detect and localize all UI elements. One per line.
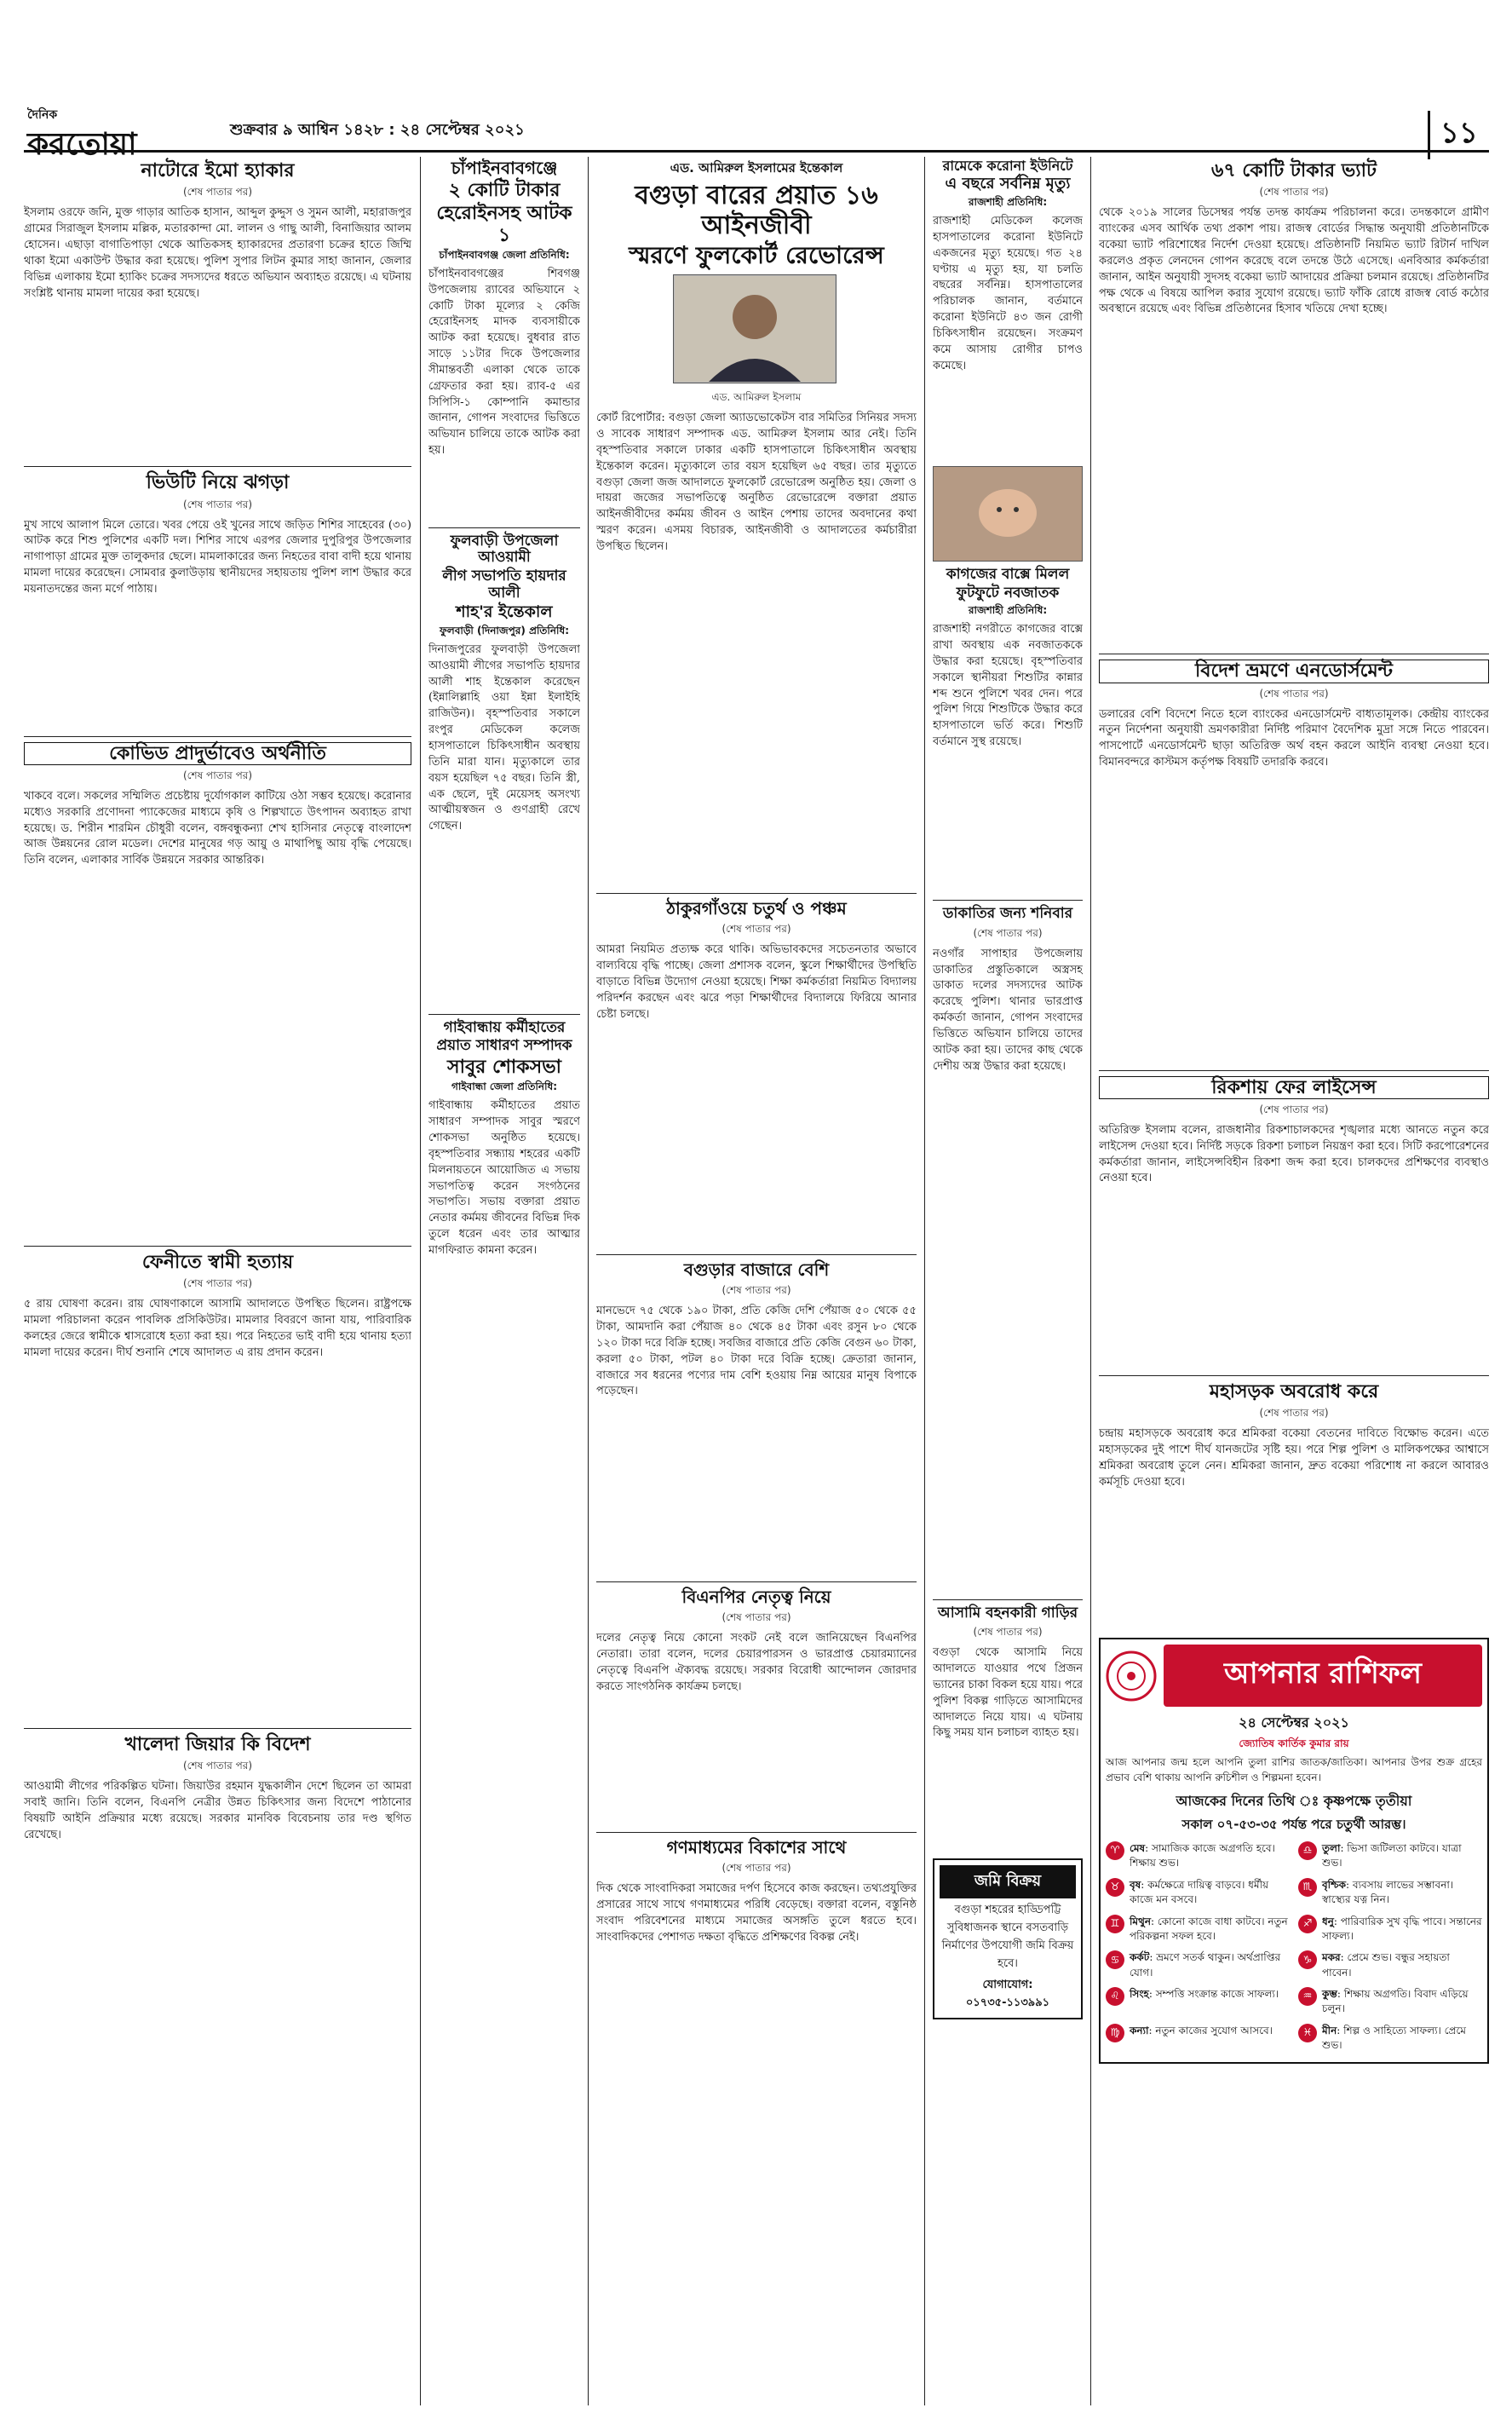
zodiac-icon: ♈ [1106, 1841, 1124, 1860]
lead-headline: বগুড়া বারের প্রয়াত ১৬ আইনজীবী [635, 181, 878, 240]
article-title: বিএনপির নেতৃত্ব নিয়ে [681, 1587, 831, 1608]
zodiac-icon: ♍ [1106, 2024, 1124, 2042]
zodiac-item: ♋ কর্কট: ভ্রমণে সতর্ক থাকুন। অর্থপ্রাপ্তির যোগ। [1106, 1950, 1290, 1980]
brand-top: দৈনিক [27, 108, 58, 122]
headline-line: চাঁপাইনবাবগঞ্জে [451, 158, 558, 178]
zodiac-item: ♈ মেষ: সামাজিক কাজে অগ্রগতি হবে। শিক্ষায় শুভ। [1106, 1841, 1290, 1871]
zodiac-icon: ♏ [1298, 1878, 1317, 1897]
article-body: মুখ সাথে আলাপ মিলে তোরে। খবর পেয়ে ওই খুনের সাথে জড়িত শিশির সাহেবের (৩০) আটক করে শিশু পুলিশের একটি দল। শিশির সাথে এরপর জেলার দুপুরিপুর উপজেলার নাগাপাড়া গ্রামের মুক্ত তালুকদার ছেলে। মামলাকারের জন্য নিহতের বাবা বাদী হয়ে থানায় মামলা দায়ের করেছেন। সোমবার কুলাউড়ায় স্থানীয়দের সহায়তায় পুলিশ লাশ উদ্ধার করে ময়নাতদন্তের জন্য মর্গে পাঠায়। [24, 518, 411, 596]
column-rule [1090, 157, 1091, 2405]
zodiac-icon: ♓ [1298, 2024, 1317, 2042]
article-body: আমরা নিয়মিত প্রত্যক্ষ করে থাকি। অভিভাবকদের সচেতনতার অভাবে বাল্যবিয়ে বৃদ্ধি পাচ্ছে। জেলা প্রশাসক বলেন, স্কুলে শিক্ষার্থীদের উপস্থিতি বাড়াতে বিভিন্ন উদ্যোগ নেওয়া হয়েছে। শিক্ষা কর্মকর্তারা নিয়মিত বিদ্যালয় পরিদর্শন করছেন এবং ঝরে পড়া শিক্ষার্থীদের বিদ্যালয়ে ফিরিয়ে আনার চেষ্টা চলছে। [596, 943, 917, 1021]
column-5 [933, 157, 1083, 2405]
zodiac-item: ♎ তুলা: ভিসা জটিলতা কাটবে। যাত্রা শুভ। [1298, 1841, 1482, 1871]
zodiac-icon: ♒ [1298, 1987, 1317, 2006]
divider [596, 893, 917, 894]
horoscope-box [1099, 1638, 1489, 2063]
divider [596, 1832, 917, 1833]
headline-line: এ বছরে সর্বনিম্ন মৃত্যু [945, 175, 1071, 193]
continued-note: (শেষ পাতার পর) [182, 498, 253, 510]
article-title: ভিউটি নিয়ে ঝগড়া [146, 472, 290, 494]
article-body: কোর্ট রিপোর্টার: বগুড়া জেলা অ্যাডভোকেটস বার সমিতির সিনিয়র সদস্য ও সাবেক সাধারণ সম্পাদক এড. আমিরুল ইসলাম আর নেই। তিনি বৃহস্পতিবার সকালে ঢাকার একটি হাসপাতালে চিকিৎসাধীন অবস্থায় ইন্তেকাল করেন। মৃত্যুকালে তার বয়স হয়েছিল ৬৫ বছর। তার মৃত্যুতে বগুড়া জেলা জজ আদালতে ফুলকোর্ট রেভোরেন্স অনুষ্ঠিত হয়। জেলা ও দায়রা জজের সভাপতিত্বে অনুষ্ঠিত রেভোরেন্সে বক্তারা প্রয়াত আইনজীবীদের কর্মময় জীবন ও আইন পেশায় তাদের অবদানের কথা স্মরণ করেন। এসময় বিচারক, আইনজীবী ও আদালতের কর্মচারীরা উপস্থিত ছিলেন। [596, 412, 917, 553]
zodiac-item: ♌ সিংহ: সম্পত্তি সংক্রান্ত কাজে সাফল্য। [1106, 1987, 1290, 2017]
article-title: নাটোরে ইমো হ্যাকার [141, 160, 295, 181]
zodiac-item: ♒ কুম্ভ: শিক্ষায় অগ্রগতি। বিবাদ এড়িয়ে চলুন। [1298, 1987, 1482, 2017]
zodiac-item: ♐ ধনু: পারিবারিক সুখ বৃদ্ধি পাবে। সন্তানের সাফল্য। [1298, 1915, 1482, 1944]
zodiac-icon: ♐ [1298, 1915, 1317, 1933]
headline-line: ফুটফুটে নবজাতক [956, 584, 1060, 602]
issue-date: শুক্রবার ৯ আশ্বিন ১৪২৮ : ২৪ সেপ্টেম্বর ২০২১ [230, 121, 525, 139]
article-title: বগুড়ার বাজারে বেশি [683, 1259, 830, 1281]
tithi-line: সকাল ০৭-৫৩-৩৫ পর্যন্ত পরে চতুর্থী আরম্ভ। [1181, 1816, 1406, 1832]
article-title: আসামি বহনকারী গাড়ির [937, 1604, 1078, 1622]
zodiac-item: ♑ মকর: প্রেমে শুভ। বন্ধুর সহায়তা পাবেন। [1298, 1950, 1482, 1980]
article-title: ৬৭ কোটি টাকার ভ্যাট [1211, 160, 1377, 181]
article-body: খাকবে বলে। সকলের সম্মিলিত প্রচেষ্টায় দুর্যোগকাল কাটিয়ে ওঠা সম্ভব হয়েছে। করোনার মধ্যেও সরকারি প্রণোদনা প্যাকেজের মাধ্যমে কৃষি ও শিল্পখাতে উৎপাদন অব্যাহত রাখা হয়েছে। ড. শিরীন শারমিন চৌধুরী বলেন, বঙ্গবন্ধুকন্যা শেখ হাসিনার নেতৃত্বে বাংলাদেশ আজ উন্নয়নের রোল মডেল। দেশের মানুষের গড় আয়ু ও মাথাপিছু আয় বৃদ্ধি পেয়েছে। তিনি বলেন, এলাকার সার্বিক উন্নয়নে সরকার আন্তরিক। [24, 789, 411, 867]
photo-wrap [596, 274, 917, 385]
article-body: নওগাঁর সাপাহার উপজেলায় ডাকাতির প্রস্তুতিকালে অস্ত্রসহ ডাকাত দলের সদস্যদের আটক করেছে পুলিশ। থানার ভারপ্রাপ্ত কর্মকর্তা জানান, গোপন সংবাদের ভিত্তিতে অভিযান চালিয়ে তাদের আটক করা হয়। তাদের কাছ থেকে দেশীয় অস্ত্র উদ্ধার করা হয়েছে। [933, 947, 1083, 1073]
divider [24, 466, 411, 467]
article-body: গাইবান্ধায় কর্মীহাতের প্রয়াত সাধারণ সম্পাদক সাবুর স্মরণে শোকসভা অনুষ্ঠিত হয়েছে। বৃহস্পতিবার সন্ধ্যায় শহরের একটি মিলনায়তনে আয়োজিত এ সভায় সভাপতিত্ব করেন সংগঠনের সভাপতি। সভায় বক্তারা প্রয়াত নেতার কর্মময় জীবনের বিভিন্ন দিক তুলে ধরেন এবং তার আত্মার মাগফিরাত কামনা করেন। [428, 1099, 580, 1257]
headline-line: লীগ সভাপতি হায়দার আলী [442, 567, 566, 602]
divider [428, 527, 580, 528]
zodiac-list [1106, 1838, 1482, 2057]
article-body: আওয়ামী লীগের পরিকল্পিত ঘটনা। জিয়াউর রহমান যুদ্ধকালীন দেশে ছিলেন তা আমরা সবাই জানি। তিনি বলেন, বিএনপি নেত্রীর উন্নত চিকিৎসার জন্য বিদেশে পাঠানোর বিষয়টি আইনি প্রক্রিয়ার মধ্যে রয়েছে। সরকার মানবিক বিবেচনায় তার দণ্ড স্থগিত রেখেছে। [24, 1780, 411, 1842]
continued-note: (শেষ পাতার পর) [973, 1626, 1043, 1639]
continued-note: (শেষ পাতার পর) [722, 1862, 791, 1875]
column-rule [420, 157, 421, 2405]
divider [24, 736, 411, 737]
byline: গাইবান্ধা জেলা প্রতিনিধি: [451, 1080, 558, 1093]
zodiac-item: ♓ মীন: শিল্প ও সাহিত্যে সাফল্য। প্রেমে শুভ। [1298, 2024, 1482, 2054]
article-title: ফেনীতে স্বামী হত্যায় [141, 1251, 294, 1273]
continued-note: (শেষ পাতার পর) [722, 923, 791, 936]
continued-note: (শেষ পাতার পর) [722, 1284, 791, 1297]
article-body: রাজশাহী নগরীতে কাগজের বাক্সে রাখা অবস্থায় এক নবজাতককে উদ্ধার করা হয়েছে। বৃহস্পতিবার সকালে স্থানীয়রা শিশুটির কান্নার শব্দ শুনে পুলিশে খবর দেন। পরে পুলিশ গিয়ে শিশুটিকে উদ্ধার করে হাসপাতালে ভর্তি করে। শিশুটি বর্তমানে সুস্থ রয়েছে। [933, 623, 1083, 749]
horoscope-intro: আজ আপনার জন্ম হলে আপনি তুলা রাশির জাতক/জাতিকা। আপনার উপর শুক্র গ্রহের প্রভাব বেশি থাকায় আপনি রুচিশীল ও শিল্পমনা হবেন। [1106, 1756, 1482, 1783]
column-3-4 [596, 157, 917, 2405]
zodiac-icon: ♑ [1298, 1950, 1317, 1969]
article-body: চাঁপাইনবাবগঞ্জের শিবগঞ্জ উপজেলায় র‌্যাবের অভিযানে ২ কোটি টাকা মূল্যের ২ কেজি হেরোইনসহ মাদক ব্যবসায়ীকে আটক করা হয়েছে। বুধবার রাত সাড়ে ১১টার দিকে উপজেলার সীমান্তবর্তী এলাকা থেকে তাকে গ্রেফতার করা হয়। র‌্যাব-৫ এর সিপিসি-১ কোম্পানি কমান্ডার জানান, গোপন সংবাদের ভিত্তিতে অভিযান চালিয়ে তাকে আটক করা হয়। [428, 267, 580, 458]
kicker: এড. আমিরুল ইসলামের ইন্তেকাল [670, 160, 843, 176]
divider [1099, 1375, 1489, 1376]
divider [1099, 1070, 1489, 1071]
article-body: দিক থেকে সাংবাদিকরা সমাজের দর্পণ হিসেবে কাজ করছেন। তথ্যপ্রযুক্তির প্রসারের সাথে সাথে গণমাধ্যমের পরিধি বেড়েছে। বক্তারা বলেন, বস্তুনিষ্ঠ সংবাদ পরিবেশনের মাধ্যমে সমাজের অসঙ্গতি তুলে ধরতে হবে। সাংবাদিকদের পেশাগত দক্ষতা বৃদ্ধিতে প্রশিক্ষণের বিকল্প নেই। [596, 1882, 917, 1944]
column-2 [428, 157, 580, 2405]
article-title: বিদেশ ভ্রমণে এনডোর্সমেন্ট [1099, 660, 1489, 683]
headline-line: প্রয়াত সাধারণ সম্পাদক [436, 1037, 572, 1055]
article-body: রাজশাহী মেডিকেল কলেজ হাসপাতালের করোনা ইউনিটে একজনের মৃত্যু হয়েছে। গত ২৪ ঘণ্টায় এ মৃত্যু হয়, যা চলতি বছরের সর্বনিম্ন। হাসপাতালের পরিচালক জানান, বর্তমানে করোনা ইউনিটে ৪৩ জন রোগী চিকিৎসাধীন রয়েছেন। সংক্রমণ কমে আসায় রোগীর চাপও কমেছে। [933, 215, 1083, 372]
article-body: অতিরিক্ত ইসলাম বলেন, রাজধানীর রিকশাচালকদের শৃঙ্খলার মধ্যে আনতে নতুন করে লাইসেন্স দেওয়া হবে। নির্দিষ্ট সড়কে রিকশা চলাচল নিয়ন্ত্রণ করা হবে। সিটি করপোরেশনের কর্মকর্তারা জানান, লাইসেন্সবিহীন রিকশা জব্দ করা হবে। চালকদের প্রশিক্ষণের ব্যবস্থাও নেওয়া হবে। [1099, 1123, 1489, 1185]
zodiac-icon: ♋ [1106, 1950, 1124, 1969]
ad-title: জমি বিক্রয় [940, 1865, 1076, 1898]
divider [933, 1599, 1083, 1600]
headline-line: গাইবান্ধায় কর্মীহাতের [443, 1018, 566, 1036]
zodiac-icon: ♊ [1106, 1915, 1124, 1933]
divider [24, 1246, 411, 1247]
zodiac-item: ♏ বৃশ্চিক: ব্যবসায় লাভের সম্ভাবনা। স্বাস্থ্যের যত্ন নিন। [1298, 1878, 1482, 1908]
article-title: ডাকাতির জন্য শনিবার [942, 905, 1073, 923]
article-body: মানভেদে ৭৫ থেকে ১৯০ টাকা, প্রতি কেজি দেশি পেঁয়াজ ৫০ থেকে ৫৫ টাকা, আমদানি করা পেঁয়াজ ৪০ থেকে ৪৫ টাকা এবং রসুন ৮০ থেকে ১২০ টাকা দরে বিক্রি হচ্ছে। সবজির বাজারে প্রতি কেজি বেগুন ৬০ টাকা, করলা ৫০ টাকা, পটল ৪০ টাকা দরে বিক্রি হচ্ছে। ক্রেতারা জানান, বাজারে সব ধরনের পণ্যের দাম বেশি হওয়ায় নিম্ন আয়ের মানুষ বিপাকে পড়েছেন। [596, 1305, 917, 1398]
baby-photo-icon [934, 467, 1082, 559]
article-title: খালেদা জিয়ার কি বিদেশ [124, 1734, 311, 1756]
headline-line: রামেকে করোনা ইউনিটে [942, 158, 1073, 174]
article-body: দিনাজপুরের ফুলবাড়ী উপজেলা আওয়ামী লীগের সভাপতি হায়দার আলী শাহ ইন্তেকাল করেছেন (ইন্নালিল্লাহি ওয়া ইন্না ইলাইহি রাজিউন)। বৃহস্পতিবার সকালে রংপুর মেডিকেল কলেজ হাসপাতালে চিকিৎসাধীন অবস্থায় তিনি মারা যান। মৃত্যুকালে তার বয়স হয়েছিল ৭৫ বছর। তিনি স্ত্রী, এক ছেলে, দুই মেয়েসহ অসংখ্য আত্মীয়স্বজন ও গুণগ্রাহী রেখে গেছেন। [428, 642, 580, 833]
article-body: বগুড়া থেকে আসামি নিয়ে আদালতে যাওয়ার পথে প্রিজন ভ্যানের চাকা বিকল হয়ে যায়। পরে পুলিশ বিকল্প গাড়িতে আসামিদের আদালতে নিয়ে যায়। এ ঘটনায় কিছু সময় যান চলাচল ব্যাহত হয়। [933, 1646, 1083, 1740]
headline-line: ফুলবাড়ী উপজেলা আওয়ামী [450, 532, 559, 567]
continued-note: (শেষ পাতার পর) [1259, 1407, 1329, 1420]
tithi-line: আজকের দিনের তিথি ঃ কৃষ্ণপক্ষে তৃতীয়া [1176, 1792, 1412, 1809]
continued-note: (শেষ পাতার পর) [1259, 186, 1329, 199]
horoscope-title: আপনার রাশিফল [1164, 1645, 1482, 1707]
ad-body: বগুড়া শহরের হাড্ডিপট্টি সুবিধাজনক স্থানে বসতবাড়ি নির্মাণের উপযোগী জমি বিক্রয় হবে। [941, 1904, 1074, 1971]
headline-line: সাবুর শোকসভা [447, 1057, 561, 1079]
article-body: ৫ রায় ঘোষণা করেন। রায় ঘোষণাকালে আসামি আদালতে উপস্থিত ছিলেন। রাষ্ট্রপক্ষে মামলা পরিচালনা করেন পাবলিক প্রসিকিউটর। মামলার বিবরণে জানা যায়, পারিবারিক কলহের জেরে স্বামীকে শ্বাসরোধে হত্যা করা হয়। পরে নিহতের ভাই বাদী হয়ে থানায় হত্যা মামলা দায়ের করেন। দীর্ঘ শুনানি শেষে আদালত এ রায় প্রদান করেন। [24, 1298, 411, 1359]
byline: রাজশাহী প্রতিনিধি: [968, 196, 1048, 209]
headline-line: শাহ'র ইন্তেকাল [456, 602, 553, 622]
byline: চাঁপাইনবাবগঞ্জ জেলা প্রতিনিধি: [439, 248, 570, 261]
ad-contact: যোগাযোগ: ০১৭৩৫-১১৩৯৯১ [965, 1979, 1050, 2010]
article-title: কোভিড প্রাদুর্ভাবেও অর্থনীতি [24, 742, 411, 765]
divider [596, 1581, 917, 1582]
zodiac-icon: ♉ [1106, 1878, 1124, 1897]
continued-note: (শেষ পাতার পর) [182, 186, 253, 199]
zodiac-icon: ♎ [1298, 1841, 1317, 1860]
brand-name: করতোয়া [27, 127, 137, 162]
article-body: থেকে ২০১৯ সালের ডিসেম্বর পর্যন্ত তদন্ত কার্যক্রম পরিচালনা করে। তদন্তকালে গ্রামীণ ব্যাংকের এসব আর্থিক তথ্য প্রকাশ পায়। রাজস্ব বোর্ডের সিদ্ধান্ত অনুযায়ী প্রতিষ্ঠানটিকে বকেয়া ভ্যাট পরিশোধের নির্দেশ দেওয়া হয়েছে। প্রতিষ্ঠানটি নিয়মিত ভ্যাট রিটার্ন দাখিল করলেও প্রকৃত লেনদেন গোপন করেছে বলে তদন্তে উঠে এসেছে। এনবিআর কর্মকর্তারা জানান, আইন অনুযায়ী সুদসহ বকেয়া ভ্যাট আদায়ের প্রক্রিয়া চলমান রয়েছে। প্রতিষ্ঠানটির পক্ষ থেকে এ বিষয়ে আপিল করার সুযোগ রয়েছে। ভ্যাট ফাঁকি রোধে রাজস্ব বোর্ড কঠোর অবস্থানে রয়েছে এবং বিভিন্ন প্রতিষ্ঠানের হিসাব খতিয়ে দেখা হচ্ছে। [1099, 206, 1489, 316]
divider [596, 1254, 917, 1255]
column-6-7 [1099, 157, 1489, 2405]
portrait-photo [673, 274, 836, 383]
zodiac-item: ♊ মিথুন: কোনো কাজে বাধা কাটবে। নতুন পরিকল্পনা সফল হবে। [1106, 1915, 1290, 1944]
classified-ad [933, 1858, 1083, 2019]
continued-note: (শেষ পাতার পর) [1259, 687, 1329, 700]
headline-line: ২ কোটি টাকার [448, 180, 561, 201]
article-title: গণমাধ্যমের বিকাশের সাথে [666, 1837, 847, 1858]
horoscope-author: জ্যোতিষ কার্তিক কুমার রায় [1239, 1737, 1349, 1750]
continued-note: (শেষ পাতার পর) [182, 1277, 253, 1290]
divider [933, 900, 1083, 901]
column-rule [588, 157, 589, 2405]
continued-note: (শেষ পাতার পর) [973, 926, 1043, 939]
article-body: ডলারের বেশি বিদেশে নিতে হলে ব্যাংকের এনডোর্সমেন্ট বাধ্যতামূলক। কেন্দ্রীয় ব্যাংকের নতুন নির্দেশনা অনুযায়ী ভ্রমণকারীরা নির্দিষ্ট পরিমাণ বৈদেশিক মুদ্রা সঙ্গে নিতে পারবেন। পাসপোর্টে এনডোর্সমেন্ট ছাড়া অতিরিক্ত অর্থ বহন করলে আইনি ব্যবস্থা নেওয়া হবে। বিমানবন্দরে কাস্টমস কর্তৃপক্ষ বিষয়টি তদারকি করবে। [1099, 707, 1489, 769]
divider [24, 1728, 411, 1729]
article-body: ইসলাম ওরফে জনি, মুক্ত গাড়ার আতিক হাসান, আব্দুল কুদ্দুস ও সুমন আলী, মহারাজপুর গ্রামের সিরাজুল ইসলাম মল্লিক, মতারকান্দা মো. লালন ও গাছু আলী, বিনাজিয়ার আলম হোসেন। এছাড়া বাগাতিপাড়া থেকে আতিকসহ হ্যাকারদের প্রতারণা চক্রের হাতে জিম্মি থাকা ইমো একাউন্ট উদ্ধার করা হয়েছে। পুলিশ সুপার লিটন কুমার সাহা জানান, জেলার বিভিন্ন এলাকায় ইমো হ্যাকিং চক্রের সদস্যদের ধরতে অভিযান অব্যাহত রয়েছে। এ ঘটনায় সংশ্লিষ্ট থানায় মামলা দায়ের করা হয়েছে। [24, 206, 411, 300]
continued-note: (শেষ পাতার পর) [182, 1760, 253, 1772]
byline: রাজশাহী প্রতিনিধি: [968, 604, 1048, 617]
zodiac-wheel-icon [1106, 1650, 1157, 1702]
horoscope-date: ২৪ সেপ্টেম্বর ২০২১ [1239, 1714, 1349, 1731]
article-body: চন্দ্রায় মহাসড়কে অবরোধ করে শ্রমিকরা বকেয়া বেতনের দাবিতে বিক্ষোভ করেন। এতে মহাসড়কের দুই পাশে দীর্ঘ যানজটের সৃষ্টি হয়। পরে শিল্প পুলিশ ও মালিকপক্ষের আশ্বাসে শ্রমিকরা অবরোধ তুলে নেন। শ্রমিকরা জানান, দ্রুত বকেয়া পরিশোধ না করলে আবারও কর্মসূচি দেওয়া হবে। [1099, 1427, 1489, 1489]
lead-headline: স্মরণে ফুলকোর্ট রেভোরেন্স [629, 241, 884, 269]
byline: ফুলবাড়ী (দিনাজপুর) প্রতিনিধি: [439, 624, 569, 637]
zodiac-item: ♉ বৃষ: কর্মক্ষেত্রে দায়িত্ব বাড়বে। ধর্মীয় কাজে মন বসবে। [1106, 1878, 1290, 1908]
continued-note: (শেষ পাতার পর) [1259, 1103, 1329, 1115]
divider [428, 1014, 580, 1015]
portrait-icon [675, 276, 835, 382]
article-title: মহাসড়ক অবরোধ করে [1209, 1380, 1379, 1403]
column-1 [24, 157, 411, 2405]
article-body: দলের নেতৃত্ব নিয়ে কোনো সংকট নেই বলে জানিয়েছেন বিএনপির নেতারা। তারা বলেন, দলের চেয়ারপারসন ও ভারপ্রাপ্ত চেয়ারম্যানের নেতৃত্বে বিএনপি ঐক্যবদ্ধ রয়েছে। সরকার বিরোধী আন্দোলন জোরদার করতে সাংগঠনিক কার্যক্রম চলছে। [596, 1632, 917, 1693]
article-title: রিকশায় ফের লাইসেন্স [1099, 1076, 1489, 1099]
page-number: ১১ [1428, 111, 1478, 159]
continued-note: (শেষ পাতার পর) [722, 1611, 791, 1624]
zodiac-item: ♍ কন্যা: নতুন কাজের সুযোগ আসবে। [1106, 2024, 1290, 2054]
photo-caption: এড. আমিরুল ইসলাম [711, 391, 802, 404]
zodiac-icon: ♌ [1106, 1987, 1124, 2006]
article-title: ঠাকুরগাঁওয়ে চতুর্থ ও পঞ্চম [666, 898, 847, 919]
newborn-photo [933, 466, 1083, 562]
headline-line: হেরোইনসহ আটক ১ [436, 203, 572, 246]
column-rule [924, 157, 925, 2405]
continued-note: (শেষ পাতার পর) [182, 769, 253, 781]
headline-line: কাগজের বাক্সে মিলল [946, 566, 1070, 584]
